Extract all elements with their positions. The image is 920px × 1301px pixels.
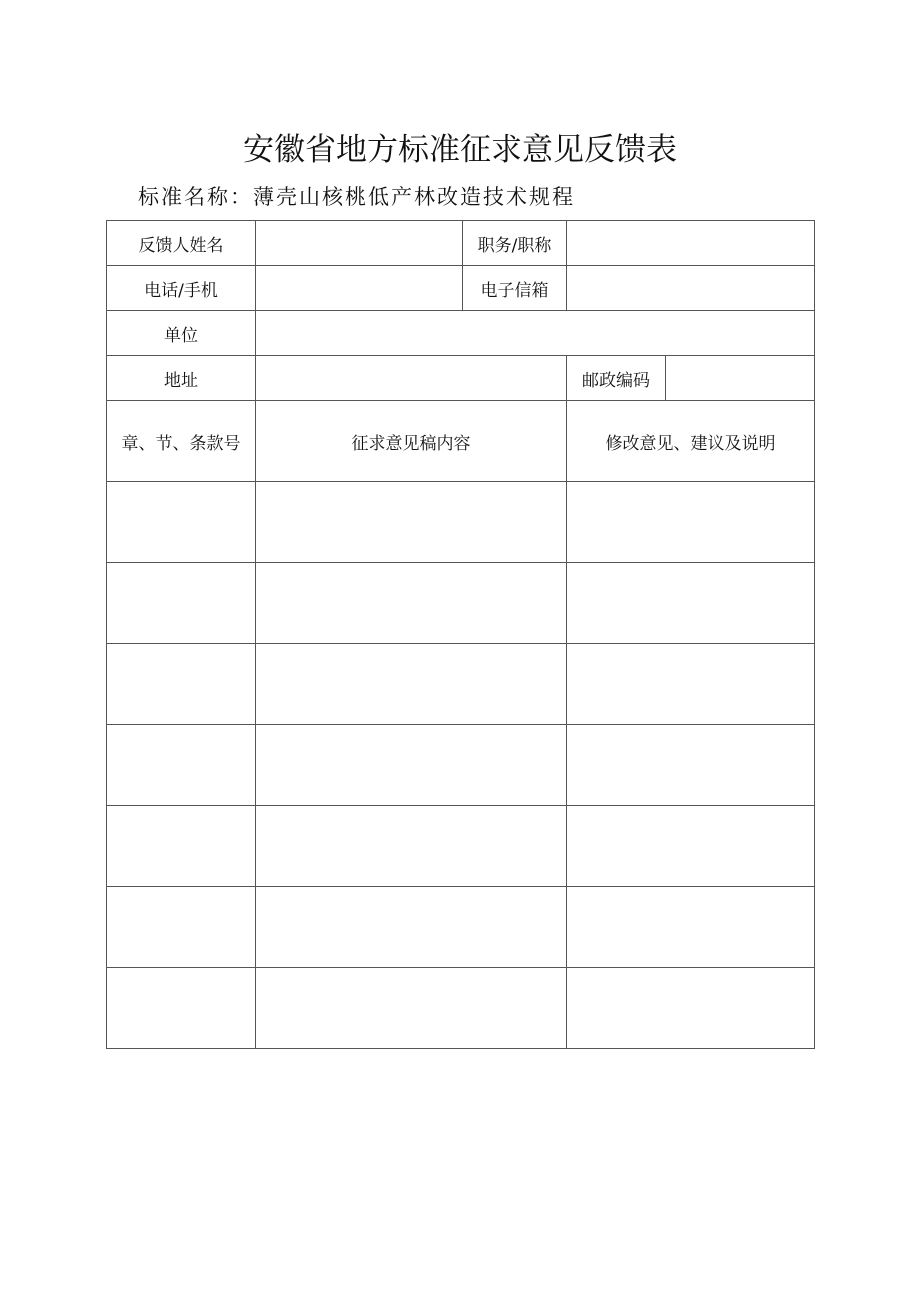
suggestion-cell[interactable] (567, 482, 815, 563)
clause-number-cell[interactable] (107, 806, 256, 887)
clause-number-cell[interactable] (107, 482, 256, 563)
address-label: 地址 (107, 356, 256, 401)
unit-field[interactable] (256, 311, 815, 356)
table-row (107, 482, 815, 563)
clause-number-cell[interactable] (107, 563, 256, 644)
feedback-name-label: 反馈人姓名 (107, 221, 256, 266)
suggestion-cell[interactable] (567, 563, 815, 644)
phone-label: 电话/手机 (107, 266, 256, 311)
feedback-form-table (106, 220, 815, 1049)
page-title: 安徽省地方标准征求意见反馈表 (243, 132, 677, 168)
standard-name: 标准名称：薄壳山核桃低产林改造技术规程 (138, 185, 575, 209)
table-row (107, 887, 815, 968)
table-row (107, 725, 815, 806)
draft-content-cell[interactable] (256, 482, 567, 563)
suggestion-cell[interactable] (567, 806, 815, 887)
table-row (107, 644, 815, 725)
suggestion-cell[interactable] (567, 644, 815, 725)
table-row (107, 563, 815, 644)
clause-number-header: 章、节、条款号 (107, 401, 256, 482)
clause-number-cell[interactable] (107, 725, 256, 806)
postcode-label: 邮政编码 (567, 356, 666, 401)
clause-number-cell[interactable] (107, 644, 256, 725)
form-row-phone (107, 266, 815, 311)
draft-content-cell[interactable] (256, 887, 567, 968)
draft-content-cell[interactable] (256, 806, 567, 887)
address-field[interactable] (256, 356, 567, 401)
suggestion-cell[interactable] (567, 887, 815, 968)
position-field[interactable] (567, 221, 815, 266)
suggestion-cell[interactable] (567, 968, 815, 1049)
unit-label: 单位 (107, 311, 256, 356)
email-label: 电子信箱 (463, 266, 567, 311)
comments-header-row (107, 401, 815, 482)
feedback-name-field[interactable] (256, 221, 463, 266)
draft-content-cell[interactable] (256, 644, 567, 725)
form-row-name (107, 221, 815, 266)
draft-content-header: 征求意见稿内容 (256, 401, 567, 482)
phone-field[interactable] (256, 266, 463, 311)
form-row-unit (107, 311, 815, 356)
draft-content-cell[interactable] (256, 725, 567, 806)
draft-content-cell[interactable] (256, 563, 567, 644)
email-field[interactable] (567, 266, 815, 311)
clause-number-cell[interactable] (107, 887, 256, 968)
form-row-address (107, 356, 815, 401)
suggestion-header: 修改意见、建议及说明 (567, 401, 815, 482)
table-row (107, 806, 815, 887)
suggestion-cell[interactable] (567, 725, 815, 806)
position-label: 职务/职称 (463, 221, 567, 266)
clause-number-cell[interactable] (107, 968, 256, 1049)
table-row (107, 968, 815, 1049)
postcode-field[interactable] (666, 356, 815, 401)
draft-content-cell[interactable] (256, 968, 567, 1049)
